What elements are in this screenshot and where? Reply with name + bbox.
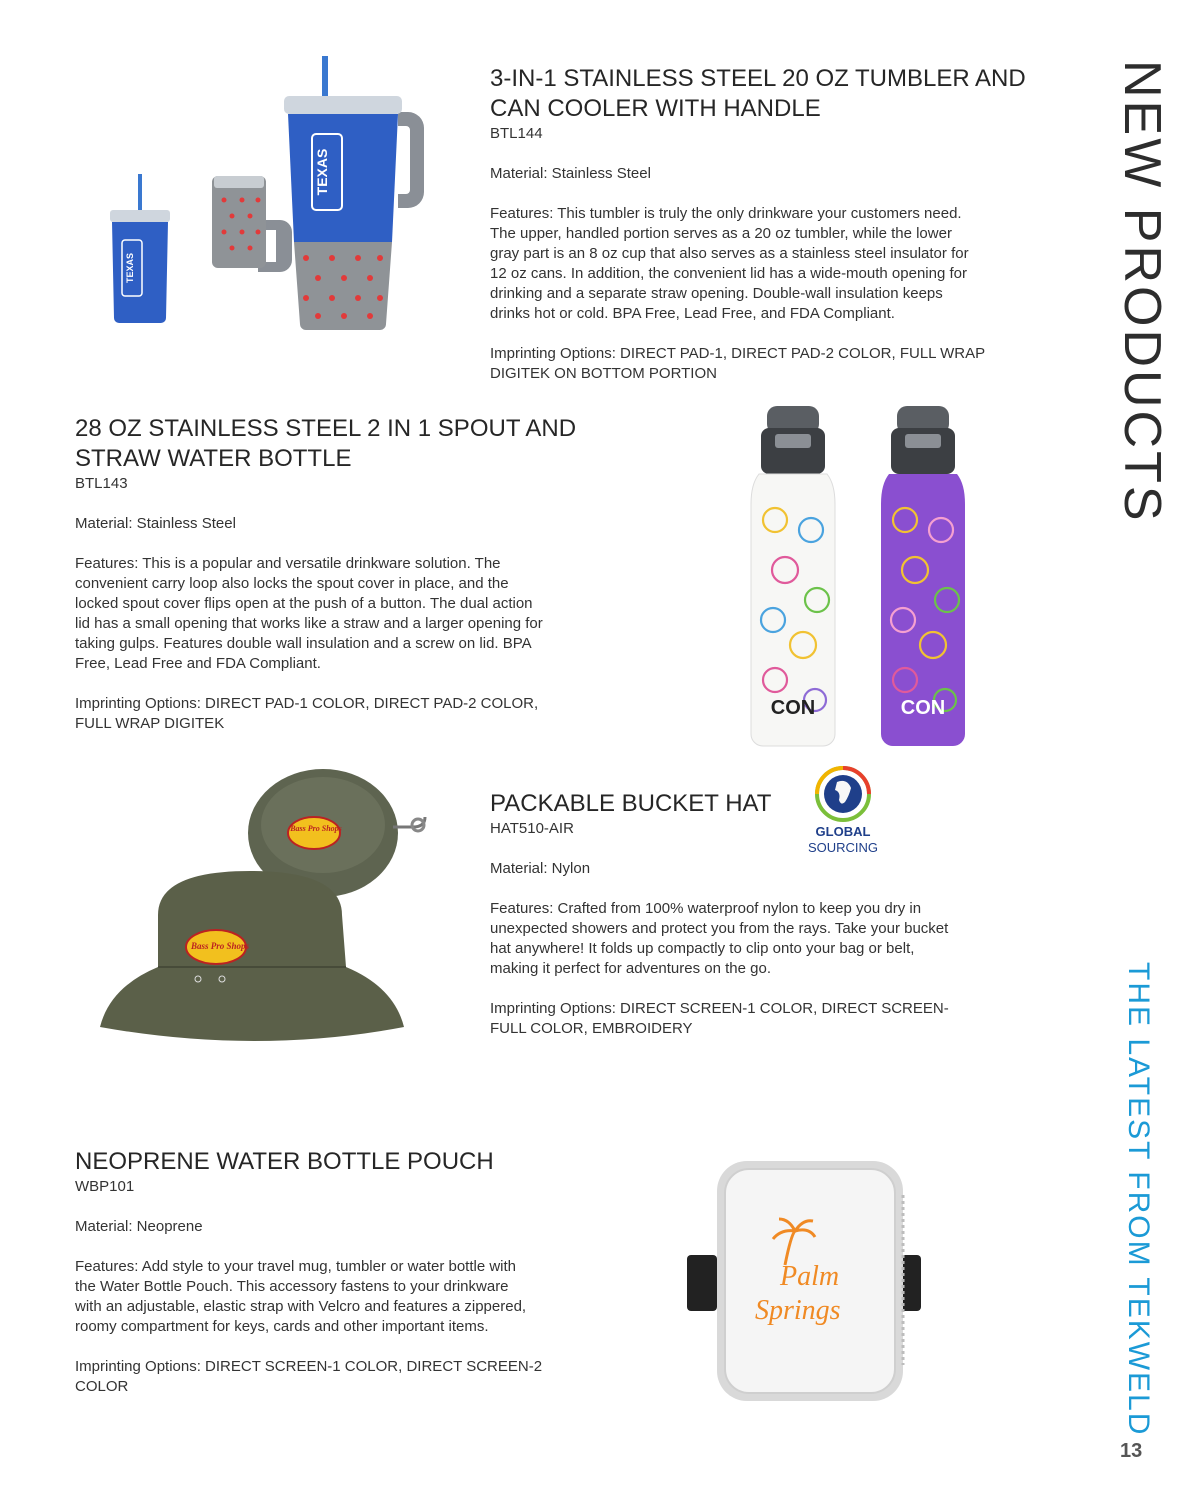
product-sku: BTL143 <box>75 475 128 492</box>
water-bottle-product-image <box>745 400 985 755</box>
tumbler-product-image <box>100 50 430 335</box>
product-sku: WBP101 <box>75 1178 135 1195</box>
pouch-logo-line1: Palm <box>780 1261 840 1292</box>
badge-line2: SOURCING <box>807 840 879 855</box>
product-sku: BTL144 <box>490 125 543 142</box>
bottle-logo-white: CON <box>770 697 816 719</box>
product-title-line2: STRAW WATER BOTTLE <box>75 445 352 472</box>
product-title-line1: NEOPRENE WATER BOTTLE POUCH <box>75 1148 494 1175</box>
features-line: Free, Lead Free and FDA Compliant. <box>75 655 321 672</box>
bucket-hat-product-image <box>88 765 448 1060</box>
features-line: the Water Bottle Pouch. This accessory fastens to your drinkware <box>75 1278 509 1295</box>
features-line: Features: Crafted from 100% waterproof nylon to keep you dry in <box>490 900 922 917</box>
product-features <box>75 1257 635 1337</box>
features-line: unexpected showers and protect you from the rays. Take your bucket <box>490 920 949 937</box>
bottle-logo-purple: CON <box>900 697 946 719</box>
product-features <box>75 554 635 674</box>
tumbler-large-logo: TEXAS <box>314 148 330 196</box>
hat-logo-large: Bass Pro Shops <box>190 941 250 951</box>
imprint-line: Imprinting Options: DIRECT PAD-1, DIRECT PAD-2 COLOR, FULL WRAP <box>490 345 986 362</box>
product-features <box>490 204 1060 324</box>
features-line: Features: This is a popular and versatile drinkware solution. The <box>75 555 501 572</box>
imprint-line: COLOR <box>75 1378 129 1395</box>
product-title-line1: PACKABLE BUCKET HAT <box>490 790 772 817</box>
product-sku: HAT510-AIR <box>490 820 574 837</box>
features-line: Features: Add style to your travel mug, tumbler or water bottle with <box>75 1258 517 1275</box>
features-line: drinks hot or cold. BPA Free, Lead Free, and FDA Compliant. <box>490 305 895 322</box>
features-line: The upper, handled portion serves as a 20 oz tumbler, while the lower <box>490 225 952 242</box>
product-imprint <box>490 999 1050 1039</box>
section-tagline: THE LATEST FROM TEKWELD <box>1122 962 1155 1437</box>
features-line: hat anywhere! It folds up compactly to clip onto your bag or belt, <box>490 940 915 957</box>
features-line: gray part is an 8 oz cup that also serves as a stainless steel insulator for <box>490 245 969 262</box>
imprint-line: DIGITEK ON BOTTOM PORTION <box>490 365 717 382</box>
product-material: Material: Nylon <box>490 860 591 877</box>
pouch-logo-line2: Springs <box>755 1295 841 1326</box>
features-line: drinking and a separate straw opening. Double-wall insulation keeps <box>490 285 943 302</box>
product-features <box>490 899 1050 979</box>
features-line: locked spout cover flips open at the push of a button. The dual action <box>75 595 533 612</box>
product-material: Material: Stainless Steel <box>75 515 236 532</box>
product-material: Material: Stainless Steel <box>490 165 651 182</box>
product-imprint <box>490 344 1060 384</box>
imprint-line: FULL WRAP DIGITEK <box>75 715 225 732</box>
product-water-bottle <box>75 414 635 734</box>
product-bucket-hat <box>490 789 1050 1039</box>
features-line: making it perfect for adventures on the go. <box>490 960 771 977</box>
badge-line1: GLOBAL <box>815 824 871 839</box>
features-line: 12 oz cans. In addition, the convenient lid has a wide-mouth opening for <box>490 265 967 282</box>
section-title: NEW PRODUCTS <box>1113 60 1171 524</box>
features-line: convenient carry loop also locks the spout cover in place, and the <box>75 575 509 592</box>
product-imprint <box>75 1357 635 1397</box>
neoprene-pouch-product-image <box>685 1155 925 1410</box>
imprint-line: FULL COLOR, EMBROIDERY <box>490 1020 693 1037</box>
global-sourcing-badge <box>798 764 888 856</box>
globe-icon <box>813 764 873 824</box>
imprint-line: Imprinting Options: DIRECT SCREEN-1 COLOR, DIRECT SCREEN- <box>490 1000 949 1017</box>
product-title-line1: 3-IN-1 STAINLESS STEEL 20 OZ TUMBLER AND <box>490 65 1026 92</box>
product-title-line1: 28 OZ STAINLESS STEEL 2 IN 1 SPOUT AND <box>75 415 577 442</box>
features-line: lid has a small opening that works like a straw and a larger opening for <box>75 615 543 632</box>
product-imprint <box>75 694 635 734</box>
product-neoprene-pouch <box>75 1147 635 1397</box>
page-number: 13 <box>1120 1440 1143 1462</box>
features-line: roomy compartment for keys, cards and other important items. <box>75 1318 489 1335</box>
features-line: Features: This tumbler is truly the only drinkware your customers need. <box>490 205 962 222</box>
product-title-line2: CAN COOLER WITH HANDLE <box>490 95 821 122</box>
imprint-line: Imprinting Options: DIRECT SCREEN-1 COLOR, DIRECT SCREEN-2 <box>75 1358 543 1375</box>
product-tumbler <box>490 64 1060 384</box>
imprint-line: Imprinting Options: DIRECT PAD-1 COLOR, DIRECT PAD-2 COLOR, <box>75 695 539 712</box>
features-line: taking gulps. Features double wall insulation and a screw on lid. BPA <box>75 635 532 652</box>
product-material: Material: Neoprene <box>75 1218 203 1235</box>
features-line: with an adjustable, elastic strap with Velcro and features a zippered, <box>75 1298 527 1315</box>
tumbler-small-logo: TEXAS <box>125 252 135 284</box>
hat-logo-small: Bass Pro Shops <box>290 824 342 833</box>
